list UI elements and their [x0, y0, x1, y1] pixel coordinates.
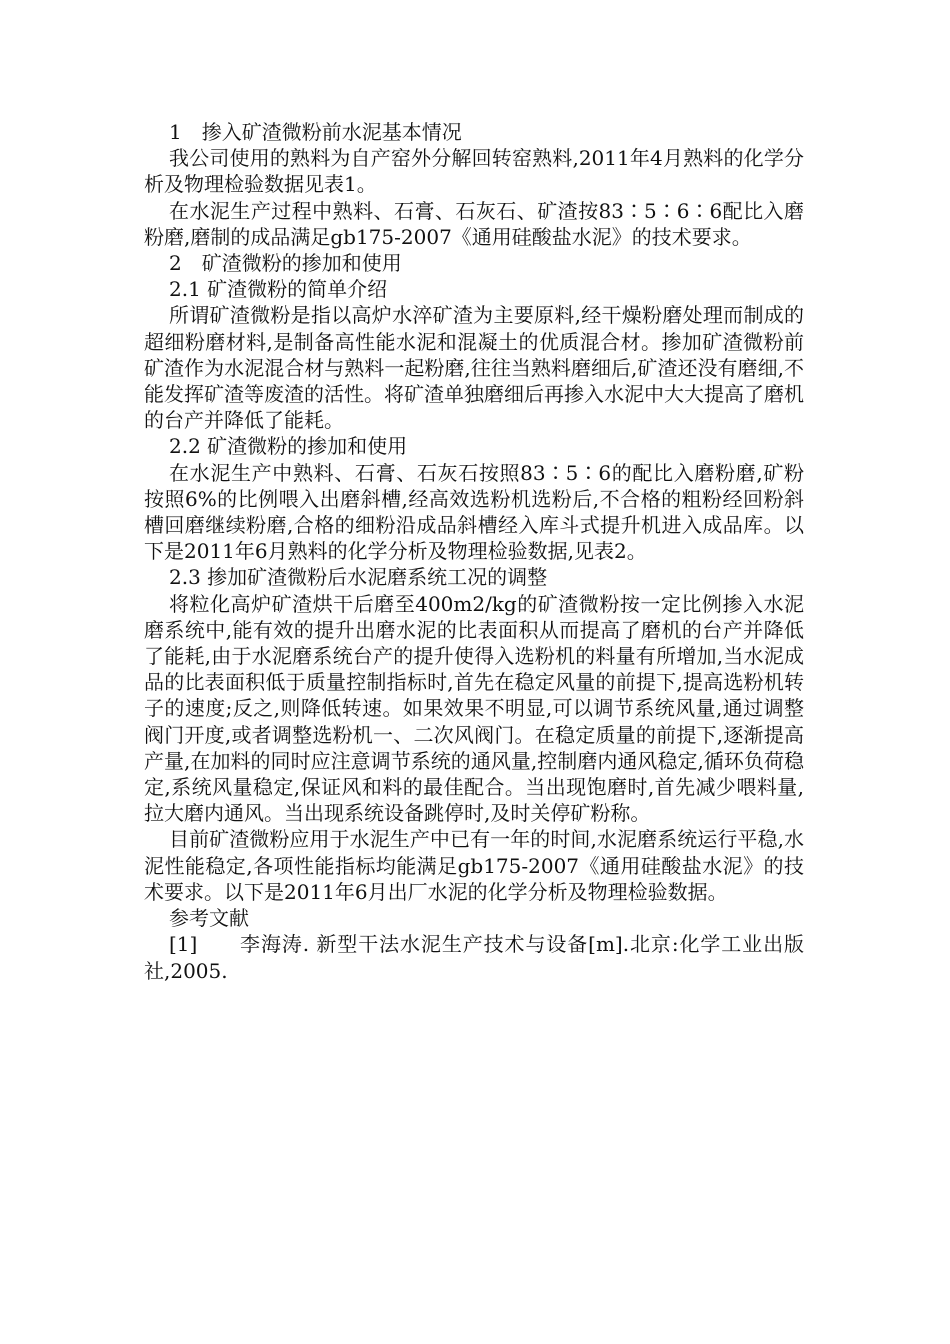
section-heading-2: 2 矿渣微粉的掺加和使用 — [169, 251, 402, 276]
references-title: 参考文献 — [169, 906, 249, 931]
subsection-heading-2-1: 2.1 矿渣微粉的简单介绍 — [169, 277, 388, 302]
reference-item: [1] 李海涛. 新型干法水泥生产技术与设备[m].北京:化学工业出版社,2005. — [144, 932, 804, 983]
subsection-heading-2-3: 2.3 掺加矿渣微粉后水泥磨系统工况的调整 — [169, 565, 548, 590]
document-body — [144, 119, 804, 984]
paragraph-conclusion: 目前矿渣微粉应用于水泥生产中已有一年的时间,水泥磨系统运行平稳,水泥性能稳定,各项性能指标均能满足gb175-2007《通用硅酸盐水泥》的技术要求。以下是2011年6月出厂水泥的化学分析及物理检验数据。 — [144, 827, 804, 904]
subsection-heading-2-2: 2.2 矿渣微粉的掺加和使用 — [169, 434, 408, 459]
paragraph-slag-powder-intro: 所谓矿渣微粉是指以高炉水淬矿渣为主要原料,经干燥粉磨处理而制成的超细粉磨材料,是制备高性能水泥和混凝土的优质混合材。掺加矿渣微粉前矿渣作为水泥混合材与熟料一起粉磨,往往当熟料磨细后,矿渣还没有磨细,不能发挥矿渣等废渣的活性。将矿渣单独磨细后再掺入水泥中大大提高了磨机的台产并降低了能耗。 — [144, 303, 804, 433]
paragraph-slag-powder-usage: 在水泥生产中熟料、石膏、石灰石按照83∶5∶6的配比入磨粉磨,矿粉按照6%的比例喂入出磨斜槽,经高效选粉机选粉后,不合格的粗粉经回粉斜槽回磨继续粉磨,合格的细粉沿成品斜槽经入库斗式提升机进入成品库。以下是2011年6月熟料的化学分析及物理检验数据,见表2。 — [144, 460, 804, 564]
paragraph-mix-ratio: 在水泥生产过程中熟料、石膏、石灰石、矿渣按83∶5∶6∶6配比入磨粉磨,磨制的成品满足gb175-2007《通用硅酸盐水泥》的技术要求。 — [144, 198, 804, 249]
section-heading-1: 1 掺入矿渣微粉前水泥基本情况 — [169, 120, 462, 144]
paragraph-mill-adjustment: 将粒化高炉矿渣烘干后磨至400m2/kg的矿渣微粉按一定比例掺入水泥磨系统中,能有效的提升出磨水泥的比表面积从而提高了磨机的台产并降低了能耗,由于水泥磨系统台产的提升使得入选粉机的料量有所增加,当水泥成品的比表面积低于质量控制指标时,首先在稳定风量的前提下,提高选粉机转子的速度;反之,则降低转速。如果效果不明显,可以调节系统风量,通过调整阀门开度,或者调整选粉机一、二次风阀门。在稳定质量的前提下,逐渐提高产量,在加料的同时应注意调节系统的通风量,控制磨内通风稳定,循环负荷稳定,系统风量稳定,保证风和料的最佳配合。当出现饱磨时,首先减少喂料量,拉大磨内通风。当出现系统设备跳停时,及时关停矿粉称。 — [144, 591, 804, 826]
paragraph-clinker-source: 我公司使用的熟料为自产窑外分解回转窑熟料,2011年4月熟料的化学分析及物理检验数据见表1。 — [144, 146, 804, 197]
